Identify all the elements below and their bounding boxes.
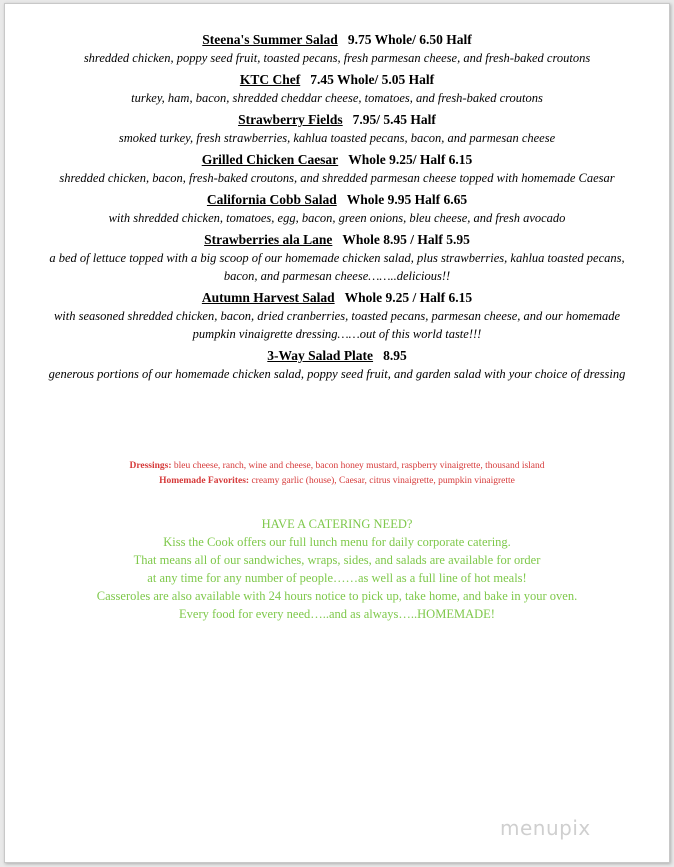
item-description: shredded chicken, poppy seed fruit, toasted pecans, fresh parmesan cheese, and fresh-baked croutons	[83, 51, 591, 65]
dressings-label: Dressings:	[129, 461, 172, 471]
item-price: Whole 9.25 / Half 6.15	[344, 290, 473, 305]
item-description: generous portions of our homemade chicken salad, poppy seed fruit, and garden salad with your choice of dressing	[48, 367, 626, 381]
catering-line: Kiss the Cook offers our full lunch menu for daily corporate catering.	[163, 535, 511, 549]
item-description: smoked turkey, fresh strawberries, kahlua toasted pecans, bacon, and parmesan cheese	[118, 131, 556, 145]
catering-line: at any time for any number of people……as well as a full line of hot meals!	[147, 571, 527, 585]
dressing-options	[5, 459, 669, 489]
item-price: 8.95	[383, 348, 407, 363]
catering-heading: HAVE A CATERING NEED?	[261, 517, 413, 531]
item-heading	[5, 190, 669, 209]
item-name: Strawberry Fields	[238, 112, 343, 127]
item-name: KTC Chef	[239, 72, 301, 87]
menupix-watermark: menupix	[500, 816, 591, 840]
item-price: 7.95/ 5.45 Half	[352, 112, 436, 127]
dressings-line	[5, 459, 669, 474]
catering-line: That means all of our sandwiches, wraps, sides, and salads are available for order	[133, 553, 541, 567]
item-description: turkey, ham, bacon, shredded cheddar cheese, tomatoes, and fresh-baked croutons	[131, 91, 543, 105]
item-description: a bed of lettuce topped with a big scoop of our homemade chicken salad, plus strawberries, kahlua toasted pecans, bacon, and parmesan cheese……..delicious!!	[49, 251, 625, 283]
item-price: Whole 9.95 Half 6.65	[346, 192, 468, 207]
item-name: California Cobb Salad	[206, 192, 337, 207]
item-description: with shredded chicken, tomatoes, egg, bacon, green onions, bleu cheese, and fresh avocado	[108, 211, 566, 225]
item-heading	[5, 30, 669, 49]
item-price: 7.45 Whole/ 5.05 Half	[310, 72, 435, 87]
item-heading	[5, 70, 669, 89]
favorites-label: Homemade Favorites:	[159, 476, 250, 486]
item-heading	[5, 346, 669, 365]
item-description: with seasoned shredded chicken, bacon, dried cranberries, toasted pecans, parmesan cheese, and our homemade pumpkin vinaigrette dressing……out of this world taste!!!	[53, 309, 621, 341]
item-name: 3-Way Salad Plate	[267, 348, 374, 363]
item-heading	[5, 110, 669, 129]
item-price: 9.75 Whole/ 6.50 Half	[347, 32, 472, 47]
item-name: Steena's Summer Salad	[202, 32, 338, 47]
item-name: Strawberries ala Lane	[204, 232, 333, 247]
item-heading	[5, 230, 669, 249]
item-name: Autumn Harvest Salad	[201, 290, 335, 305]
salad-menu	[5, 30, 669, 386]
item-heading	[5, 288, 669, 307]
item-name: Grilled Chicken Caesar	[201, 152, 339, 167]
menu-item	[5, 70, 669, 107]
item-price: Whole 9.25/ Half 6.15	[348, 152, 473, 167]
favorites-line	[5, 474, 669, 489]
menu-item	[5, 288, 669, 343]
catering-section	[5, 515, 669, 623]
item-heading	[5, 150, 669, 169]
menu-item	[5, 110, 669, 147]
menu-item	[5, 150, 669, 187]
catering-line: Casseroles are also available with 24 hours notice to pick up, take home, and bake in your oven.	[96, 589, 578, 603]
item-price: Whole 8.95 / Half 5.95	[342, 232, 470, 247]
item-description: shredded chicken, bacon, fresh-baked croutons, and shredded parmesan cheese topped with homemade Caesar	[59, 171, 615, 185]
menu-item	[5, 190, 669, 227]
favorites-text: creamy garlic (house), Caesar, citrus vinaigrette, pumpkin vinaigrette	[251, 476, 515, 486]
catering-line: Every food for every need…..and as always…..HOMEMADE!	[179, 607, 495, 621]
menu-item	[5, 346, 669, 383]
menu-item	[5, 30, 669, 67]
menu-page	[4, 3, 670, 863]
dressings-text: bleu cheese, ranch, wine and cheese, bacon honey mustard, raspberry vinaigrette, thousand island	[173, 461, 545, 471]
menu-item	[5, 230, 669, 285]
